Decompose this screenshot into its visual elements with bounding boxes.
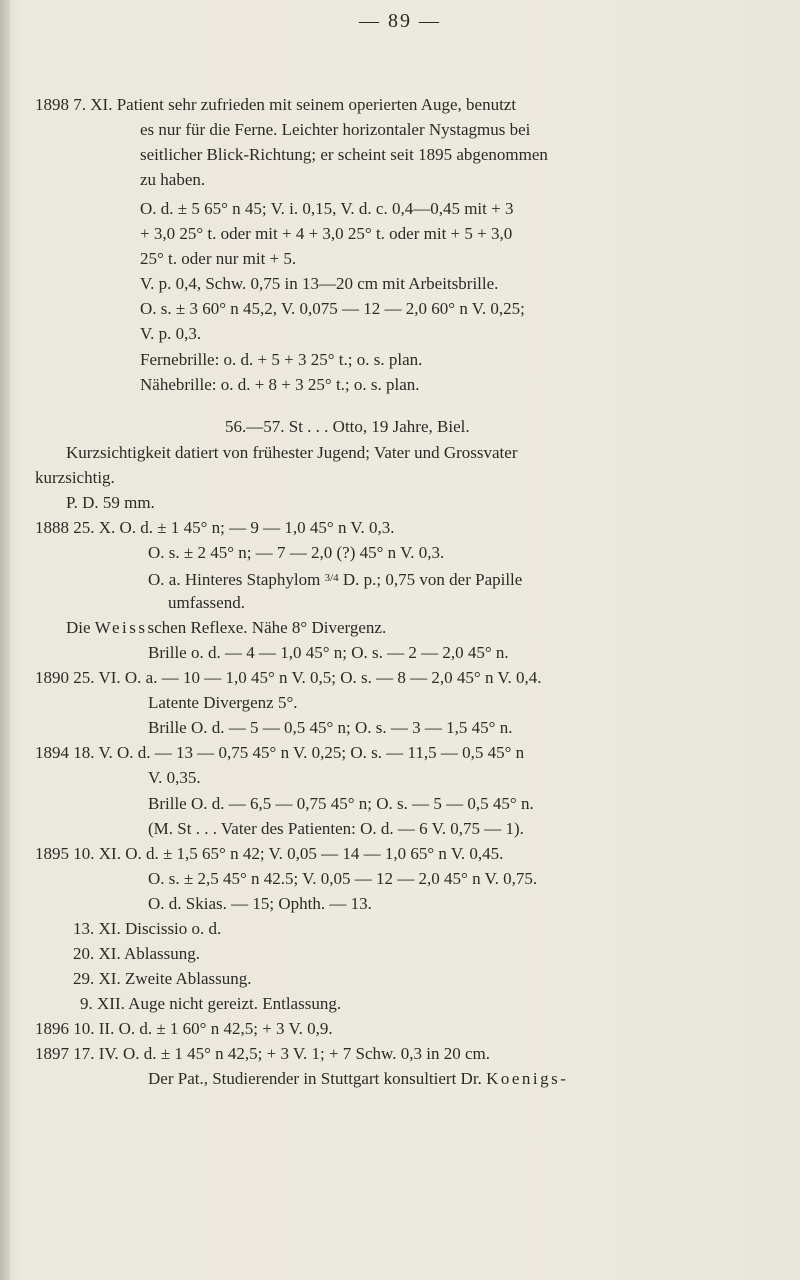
text-line: Kurzsichtigkeit datiert von frühester Jugend; Vater und Grossvater — [66, 443, 518, 462]
text-line: O. s. ± 2 45° n; — 7 — 2,0 (?) 45° n V. 0,3. — [148, 543, 445, 562]
text-line: 20. XI. Ablassung. — [73, 944, 201, 963]
text-line: (M. St . . . Vater des Patienten: O. d. — 6 V. 0,75 — 1). — [148, 819, 524, 838]
text-line: zu haben. — [140, 170, 206, 189]
text-line: kurzsichtig. — [35, 468, 115, 487]
text-line: 1897 17. IV. O. d. ± 1 45° n 42,5; + 3 V. 1; + 7 Schw. 0,3 in 20 cm. — [35, 1044, 490, 1063]
text-line: Brille O. d. — 6,5 — 0,75 45° n; O. s. — 5 — 0,5 45° n. — [148, 794, 534, 813]
text-line: O. s. ± 2,5 45° n 42.5; V. 0,05 — 12 — 2,0 45° n V. 0,75. — [148, 869, 538, 888]
text-line: V. p. 0,3. — [140, 324, 202, 343]
text-line: O. a. Hinteres Staphylom $^{3/4}$ D. p.; 0,75 von der Papille — [148, 570, 523, 589]
text-line: Latente Divergenz 5°. — [148, 693, 298, 712]
page-binding-edge — [0, 0, 10, 1280]
text-line: V. p. 0,4, Schw. 0,75 in 13—20 cm mit Arbeitsbrille. — [140, 274, 499, 293]
text-line: O. d. ± 5 65° n 45; V. i. 0,15, V. d. c. 0,4—0,45 mit + 3 — [140, 199, 514, 218]
text-line: Nähebrille: o. d. + 8 + 3 25° t.; o. s. plan. — [140, 375, 420, 394]
text-line: 1898 7. XI. Patient sehr zufrieden mit seinem operierten Auge, benutzt — [35, 95, 517, 114]
text-line: Der Pat., Studierender in Stuttgart konsultiert Dr. Koenigs- — [148, 1069, 566, 1088]
text-line: 1896 10. II. O. d. ± 1 60° n 42,5; + 3 V. 0,9. — [35, 1019, 333, 1038]
text-line: + 3,0 25° t. oder mit + 4 + 3,0 25° t. oder mit + 5 + 3,0 — [140, 224, 513, 243]
text-line: 25° t. oder nur mit + 5. — [140, 249, 297, 268]
text-line: O. s. ± 3 60° n 45,2, V. 0,075 — 12 — 2,0 60° n V. 0,25; — [140, 299, 525, 318]
text-line: 1888 25. X. O. d. ± 1 45° n; — 9 — 1,0 45° n V. 0,3. — [35, 518, 395, 537]
text-line: umfassend. — [168, 593, 245, 612]
text-line: Brille o. d. — 4 — 1,0 45° n; O. s. — 2 — 2,0 45° n. — [148, 643, 509, 662]
text-line: es nur für die Ferne. Leichter horizontaler Nystagmus bei — [140, 120, 531, 139]
text-line: 1895 10. XI. O. d. ± 1,5 65° n 42; V. 0,05 — 14 — 1,0 65° n V. 0,45. — [35, 844, 504, 863]
text-line: 1894 18. V. O. d. — 13 — 0,75 45° n V. 0,25; O. s. — 11,5 — 0,5 45° n — [35, 743, 525, 762]
text-line: Fernebrille: o. d. + 5 + 3 25° t.; o. s. plan. — [140, 350, 423, 369]
case-heading: 56.—57. St . . . Otto, 19 Jahre, Biel. — [225, 417, 470, 436]
text-line: Die Weissschen Reflexe. Nähe 8° Divergenz. — [66, 618, 387, 637]
page-number: — 89 — — [359, 10, 441, 32]
text-line: 13. XI. Discissio o. d. — [73, 919, 222, 938]
text-line: 9. XII. Auge nicht gereizt. Entlassung. — [80, 994, 342, 1013]
text-line: P. D. 59 mm. — [66, 493, 155, 512]
text-line: seitlicher Blick-Richtung; er scheint seit 1895 abgenommen — [140, 145, 548, 164]
text-line: O. d. Skias. — 15; Ophth. — 13. — [148, 894, 372, 913]
text-line: 29. XI. Zweite Ablassung. — [73, 969, 252, 988]
text-line: 1890 25. VI. O. a. — 10 — 1,0 45° n V. 0,5; O. s. — 8 — 2,0 45° n V. 0,4. — [35, 668, 542, 687]
text-line: V. 0,35. — [148, 768, 201, 787]
text-line: Brille O. d. — 5 — 0,5 45° n; O. s. — 3 — 1,5 45° n. — [148, 718, 513, 737]
